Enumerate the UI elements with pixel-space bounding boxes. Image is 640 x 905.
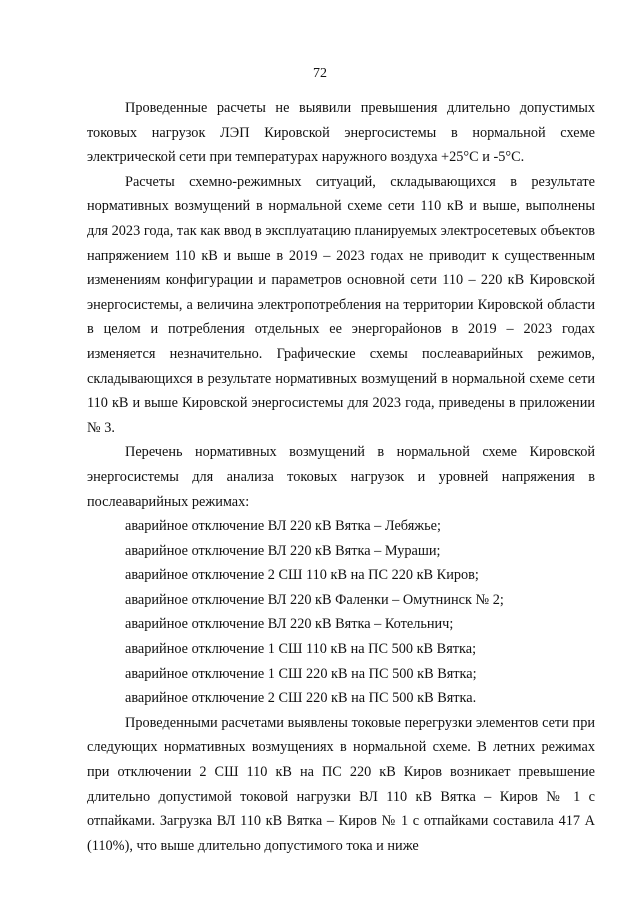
- paragraph-calculation-results: Проведенные расчеты не выявили превышения длительно допустимых токовых нагрузок ЛЭП Кировской энергосистемы в нормальной схеме электрической сети при температурах наружного воздуха +25°С и -5°С.: [87, 100, 595, 166]
- paragraph-regime-calculations: Расчеты схемно-режимных ситуаций, складывающихся в результате нормативных возмущений в нормальной схеме сети 110 кВ и выше, выполнены для 2023 года, так как ввод в эксплуатацию планируемых электросетевых объектов напряжением 110 кВ и выше в 2019 – 2023 годах не приводит к существенным изменениям конфигурации и параметров основной сети 110 – 220 кВ Кировской энергосистемы, а величина электропотребления на территории Кировской области в целом и потребления отдельных ее энергорайонов в 2019 – 2023 годах изменяется незначительно. Графические схемы послеаварийных режимов, складывающихся в результате нормативных возмущений в нормальной схеме сети 110 кВ и выше Кировской энергосистемы для 2023 года, приведены в приложении № 3.: [87, 173, 595, 436]
- page-number: 72: [313, 66, 327, 81]
- list-item: аварийное отключение ВЛ 220 кВ Вятка – Лебяжье;: [125, 518, 442, 535]
- paragraph-disturbance-list-intro: Перечень нормативных возмущений в нормальной схеме Кировской энергосистемы для анализа токовых нагрузок и уровней напряжения в послеаварийных режимах:: [87, 444, 595, 510]
- list-item: аварийное отключение 2 СШ 220 кВ на ПС 500 кВ Вятка.: [125, 690, 477, 707]
- list-item: аварийное отключение 2 СШ 110 кВ на ПС 220 кВ Киров;: [125, 567, 479, 584]
- list-item: аварийное отключение ВЛ 220 кВ Вятка – Котельнич;: [125, 616, 454, 633]
- list-item: аварийное отключение 1 СШ 220 кВ на ПС 500 кВ Вятка;: [125, 665, 477, 682]
- document-body: [87, 96, 595, 858]
- list-item: аварийное отключение ВЛ 220 кВ Вятка – Мураши;: [125, 542, 441, 559]
- list-item: аварийное отключение ВЛ 220 кВ Фаленки – Омутнинск № 2;: [125, 591, 504, 608]
- paragraph-overload-results: Проведенными расчетами выявлены токовые перегрузки элементов сети при следующих нормативных возмущениях в нормальной схеме. В летних режимах при отключении 2 СШ 110 кВ на ПС 220 кВ Киров возникает превышение длительно допустимой токовой нагрузки ВЛ 110 кВ Вятка – Киров № 1 с отпайками. Загрузка ВЛ 110 кВ Вятка – Киров № 1 с отпайками составила 417 А (110%), что выше длительно допустимого тока и ниже: [87, 714, 595, 854]
- disturbance-list: [87, 514, 595, 711]
- list-item: аварийное отключение 1 СШ 110 кВ на ПС 500 кВ Вятка;: [125, 641, 477, 658]
